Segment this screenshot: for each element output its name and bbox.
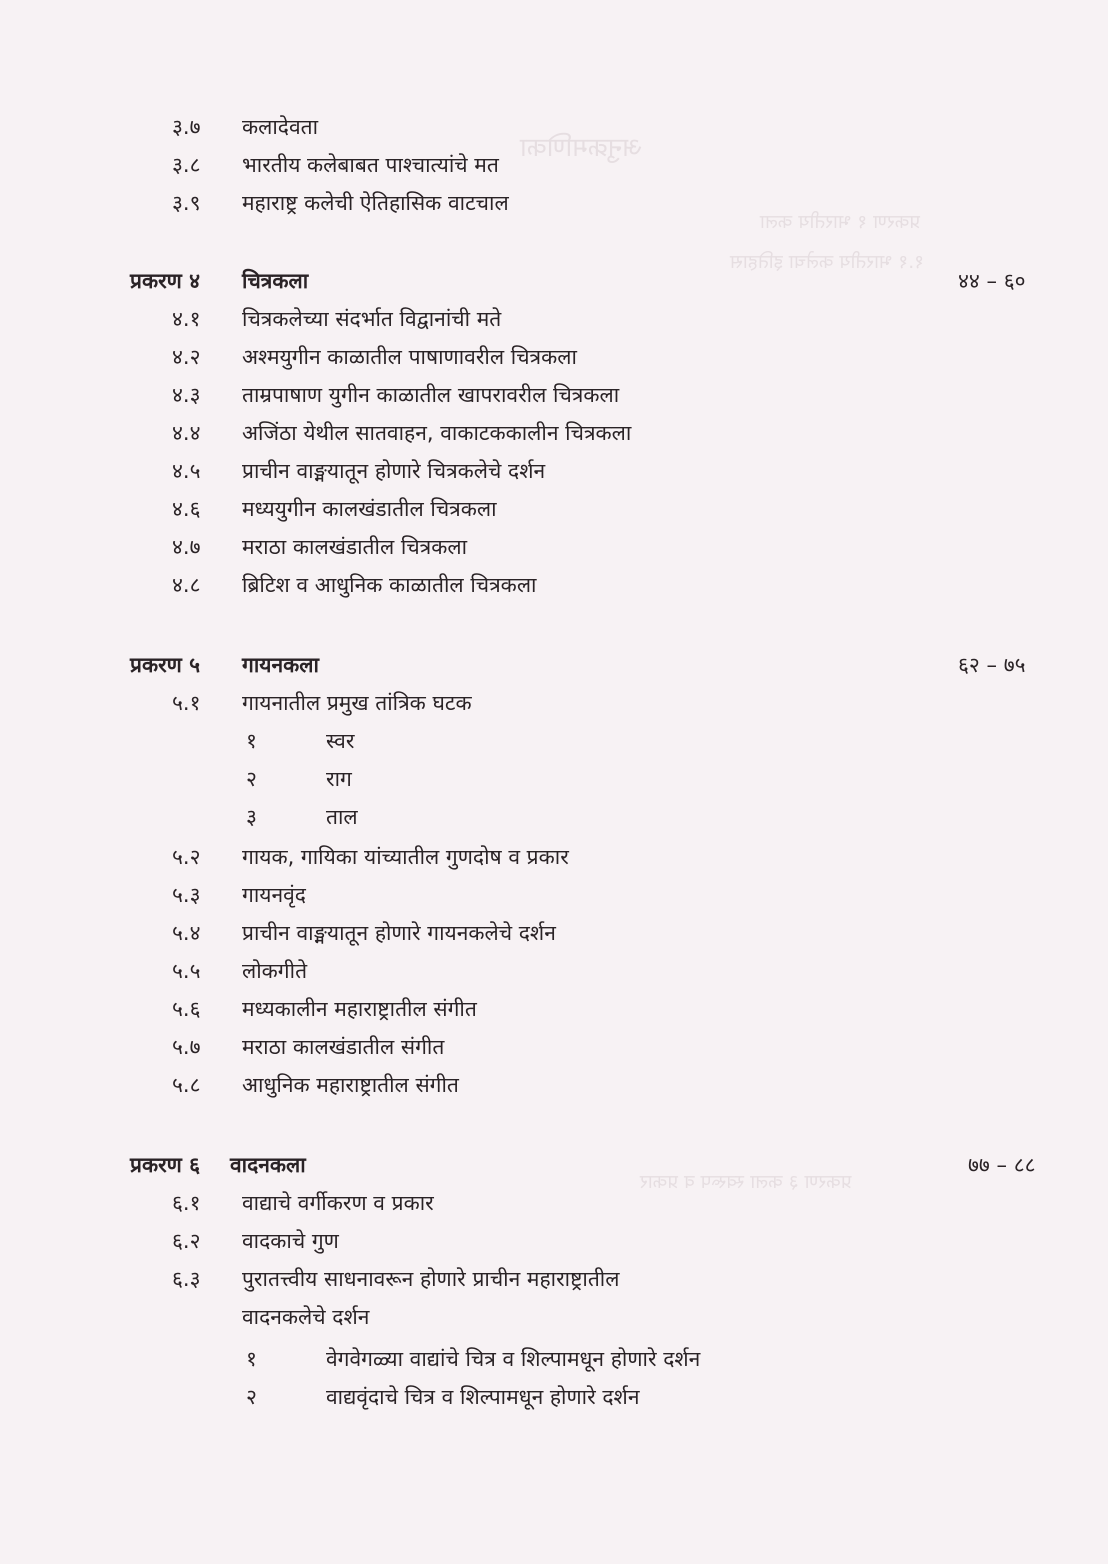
item-number: ६.१ — [172, 1191, 201, 1215]
subitem-number: ३ — [246, 805, 257, 829]
item-title: अजिंठा येथील सातवाहन, वाकाटककालीन चित्रकला — [242, 421, 632, 445]
item-title: प्राचीन वाङ्मयातून होणारे चित्रकलेचे दर्शन — [242, 459, 546, 483]
item-title: मध्ययुगीन कालखंडातील चित्रकला — [242, 497, 497, 521]
item-title: महाराष्ट्र कलेची ऐतिहासिक वाटचाल — [242, 191, 509, 215]
chapter-title: वादनकला — [230, 1153, 306, 1177]
subitem-title: राग — [326, 767, 352, 791]
item-number: ३.७ — [172, 115, 201, 139]
chapter-label: प्रकरण ५ — [130, 653, 201, 677]
item-number: ३.९ — [172, 191, 201, 215]
item-title: चित्रकलेच्या संदर्भात विद्वानांची मते — [242, 307, 502, 331]
item-number: ५.२ — [172, 845, 201, 869]
item-number: ४.३ — [172, 383, 201, 407]
bleed-through-text: अनुक्रमणिका — [520, 133, 643, 163]
item-number: ४.७ — [172, 535, 201, 559]
chapter-title: गायनकला — [242, 653, 319, 677]
item-number: ४.६ — [172, 497, 201, 521]
item-title: पुरातत्त्वीय साधनावरून होणारे प्राचीन महाराष्ट्रातील — [242, 1267, 620, 1291]
bleed-through-text: प्रकरण ३ कला स्वरूप व प्रकार — [640, 1171, 852, 1193]
item-title: आधुनिक महाराष्ट्रातील संगीत — [242, 1073, 459, 1097]
item-number: ४.५ — [172, 459, 201, 483]
item-number: ५.७ — [172, 1035, 201, 1059]
subitem-title: स्वर — [326, 729, 355, 753]
item-title: मराठा कालखंडातील चित्रकला — [242, 535, 468, 559]
item-number: ६.३ — [172, 1267, 201, 1291]
subitem-title: वाद्यवृंदाचे चित्र व शिल्पामधून होणारे दर्शन — [326, 1385, 640, 1409]
item-title: मराठा कालखंडातील संगीत — [242, 1035, 445, 1059]
item-title: वादनकलेचे दर्शन — [242, 1305, 370, 1329]
item-title: भारतीय कलेबाबत पाश्चात्यांचे मत — [242, 153, 499, 177]
item-number: ३.८ — [172, 153, 201, 177]
chapter-label: प्रकरण ४ — [130, 269, 201, 293]
item-number: ५.५ — [172, 959, 201, 983]
item-number: ४.८ — [172, 573, 201, 597]
page-range: ४४ – ६० — [958, 269, 1026, 293]
item-title: गायनवृंद — [242, 883, 306, 907]
subitem-title: ताल — [326, 805, 358, 829]
subitem-number: २ — [246, 767, 257, 791]
item-title: ब्रिटिश व आधुनिक काळातील चित्रकला — [242, 573, 537, 597]
bleed-through-text: प्रकरण १ भारतीय कला — [760, 211, 921, 233]
page-range: ६२ – ७५ — [958, 653, 1026, 677]
chapter-label: प्रकरण ६ — [130, 1153, 201, 1177]
subitem-title: वेगवेगळ्या वाद्यांचे चित्र व शिल्पामधून होणारे दर्शन — [326, 1347, 701, 1371]
bleed-through-text: १.१ भारतीय कलेचा इतिहास — [730, 251, 925, 273]
page-range: ७७ – ८८ — [968, 1153, 1036, 1177]
item-number: ५.८ — [172, 1073, 201, 1097]
item-number: ६.२ — [172, 1229, 201, 1253]
item-title: गायक, गायिका यांच्यातील गुणदोष व प्रकार — [242, 845, 569, 869]
item-number: ५.६ — [172, 997, 201, 1021]
item-title: वाद्याचे वर्गीकरण व प्रकार — [242, 1191, 434, 1215]
item-title: ताम्रपाषाण युगीन काळातील खापरावरील चित्रकला — [242, 383, 620, 407]
subitem-number: २ — [246, 1385, 257, 1409]
item-number: ५.४ — [172, 921, 201, 945]
item-number: ४.४ — [172, 421, 201, 445]
item-title: गायनातील प्रमुख तांत्रिक घटक — [242, 691, 472, 715]
chapter-title: चित्रकला — [242, 269, 309, 293]
item-number: ४.२ — [172, 345, 201, 369]
item-title: मध्यकालीन महाराष्ट्रातील संगीत — [242, 997, 477, 1021]
item-title: कलादेवता — [242, 115, 319, 139]
subitem-number: १ — [246, 729, 257, 753]
item-number: ५.१ — [172, 691, 201, 715]
item-title: लोकगीते — [242, 959, 308, 983]
item-title: वादकाचे गुण — [242, 1229, 339, 1253]
item-number: ५.३ — [172, 883, 201, 907]
item-title: प्राचीन वाङ्मयातून होणारे गायनकलेचे दर्शन — [242, 921, 556, 945]
item-title: अश्मयुगीन काळातील पाषाणावरील चित्रकला — [242, 345, 577, 369]
item-number: ४.१ — [172, 307, 201, 331]
subitem-number: १ — [246, 1347, 257, 1371]
